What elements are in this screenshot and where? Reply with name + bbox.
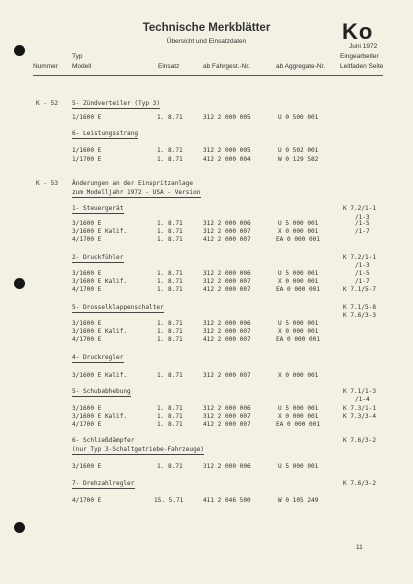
table-cell: 1. 8.71 — [157, 328, 183, 335]
table-cell: 1. 8.71 — [157, 413, 183, 420]
table-cell: /1-5 — [355, 270, 370, 277]
table-cell: 3/1600 E — [72, 270, 102, 277]
table-cell: 6- Leistungsstrang — [72, 130, 139, 137]
heading-underline — [72, 262, 124, 263]
heading-underline — [72, 362, 124, 363]
table-cell: X 0 000 001 — [278, 228, 319, 235]
table-cell: 4/1700 E — [72, 336, 102, 343]
header-divider — [33, 75, 383, 76]
table-cell: zum Modelljahr 1972 - USA - Version — [72, 189, 201, 196]
table-cell: 4/1700 E — [72, 497, 102, 504]
page-number: 11 — [356, 544, 363, 551]
heading-underline — [72, 108, 160, 109]
table-cell: 3/1600 E Kalif. — [72, 228, 128, 235]
table-cell: 1/1700 E — [72, 156, 102, 163]
table-cell: K 7.1/5-7 — [343, 286, 377, 293]
table-cell: 1. 8.71 — [157, 463, 183, 470]
table-cell: 5- Zündverteiler (Typ 3) — [72, 100, 161, 107]
table-cell: 1. 8.71 — [157, 156, 183, 163]
table-cell: 312 2 000 006 — [203, 270, 251, 277]
table-cell: /1-3 — [355, 214, 370, 221]
table-cell: 312 2 000 005 — [203, 114, 251, 121]
table-cell: W 0 129 582 — [278, 156, 319, 163]
table-cell: K 7.1/5-8 — [343, 304, 377, 311]
document-subtitle: Übersicht und Einsatzdaten — [166, 38, 247, 45]
table-cell: 1. 8.71 — [157, 114, 183, 121]
table-cell: 312 2 000 007 — [203, 372, 251, 379]
table-cell: K 7.3/1-1 — [343, 405, 377, 412]
table-cell: 1. 8.71 — [157, 320, 183, 327]
table-cell: 1. 8.71 — [157, 147, 183, 154]
table-cell: 411 2 046 500 — [203, 497, 251, 504]
table-cell: 1. 8.71 — [157, 421, 183, 428]
table-cell: (nur Typ 3-Schaltgetriebe-Fahrzeuge) — [72, 446, 205, 453]
table-cell: U 5 000 001 — [278, 463, 319, 470]
table-cell: EA 0 000 001 — [276, 236, 321, 243]
table-cell: 412 2 000 007 — [203, 286, 251, 293]
table-cell: EA 0 000 001 — [276, 421, 321, 428]
table-cell: 1. 8.71 — [157, 220, 183, 227]
table-cell: 2- Druckfühler — [72, 254, 124, 261]
table-cell: 6- Schließdämpfer — [72, 437, 135, 444]
table-cell: 312 2 000 007 — [203, 328, 251, 335]
punch-hole — [14, 45, 25, 56]
table-cell: /1-3 — [355, 262, 370, 269]
table-cell: 1. 8.71 — [157, 405, 183, 412]
table-cell: K 7.2/1-1 — [343, 205, 377, 212]
table-cell: X 0 000 001 — [278, 372, 319, 379]
table-cell: 312 2 000 007 — [203, 278, 251, 285]
table-cell: U 0 500 001 — [278, 114, 319, 121]
table-cell: K 7.3/3-4 — [343, 413, 377, 420]
table-cell: 1. 8.71 — [157, 270, 183, 277]
table-cell: 312 2 000 007 — [203, 413, 251, 420]
table-cell: 312 2 000 006 — [203, 320, 251, 327]
table-cell: 3/1600 E Kalif. — [72, 372, 128, 379]
table-cell: 1- Steuergerät — [72, 205, 124, 212]
punch-hole — [14, 522, 25, 533]
table-cell: 1. 8.71 — [157, 278, 183, 285]
table-cell: 1/1600 E — [72, 114, 102, 121]
column-header-modell: Modell — [72, 63, 92, 70]
table-cell: 412 2 000 007 — [203, 421, 251, 428]
table-cell: 15. 5.71 — [154, 497, 184, 504]
table-cell: X 0 000 001 — [278, 413, 319, 420]
column-header-nummer: Nummer — [33, 63, 58, 70]
table-cell: 3/1600 E Kalif. — [72, 413, 128, 420]
table-cell: 5- Schubabhebung — [72, 388, 131, 395]
heading-underline — [72, 138, 138, 139]
table-cell: 412 2 000 007 — [203, 336, 251, 343]
table-cell: 4/1700 E — [72, 236, 102, 243]
table-cell: 1. 8.71 — [157, 286, 183, 293]
table-cell: K 7.6/3-3 — [343, 312, 377, 319]
table-cell: 4/1700 E — [72, 421, 102, 428]
table-cell: Änderungen an der Einspritzanlage — [72, 180, 194, 187]
table-cell: 412 2 000 007 — [203, 236, 251, 243]
table-cell: 1/1600 E — [72, 147, 102, 154]
table-cell: 312 2 000 007 — [203, 228, 251, 235]
table-cell: /1-7 — [355, 228, 370, 235]
table-cell: 1. 8.71 — [157, 372, 183, 379]
table-cell: /1-7 — [355, 278, 370, 285]
table-cell: U 5 000 001 — [278, 405, 319, 412]
table-cell: U 5 000 001 — [278, 220, 319, 227]
table-cell: EA 0 000 001 — [276, 286, 321, 293]
heading-underline — [72, 213, 124, 214]
table-cell: 1. 8.71 — [157, 336, 183, 343]
table-cell: /1-4 — [355, 396, 370, 403]
table-cell: X 0 000 001 — [278, 328, 319, 335]
column-header-typ: Typ — [72, 53, 83, 60]
table-cell: 312 2 000 006 — [203, 463, 251, 470]
table-cell: 1. 8.71 — [157, 228, 183, 235]
table-cell: K 7.2/1-1 — [343, 254, 377, 261]
section-logo: Ko — [342, 19, 374, 44]
table-cell: 412 2 000 004 — [203, 156, 251, 163]
heading-underline — [72, 488, 135, 489]
table-cell: 3/1600 E Kalif. — [72, 278, 128, 285]
heading-underline — [72, 454, 204, 455]
table-cell: EA 0 000 001 — [276, 336, 321, 343]
table-cell: 3/1600 E — [72, 220, 102, 227]
table-cell: 1. 8.71 — [157, 236, 183, 243]
table-cell: U 5 000 001 — [278, 270, 319, 277]
table-cell: 3/1600 E — [72, 463, 102, 470]
table-cell: K 7.6/3-2 — [343, 480, 377, 487]
table-cell: 3/1600 E — [72, 405, 102, 412]
table-cell: 4/1700 E — [72, 286, 102, 293]
table-cell: 3/1600 E — [72, 320, 102, 327]
table-cell: 5- Drosselklappenschalter — [72, 304, 164, 311]
table-cell: 312 2 000 005 — [203, 147, 251, 154]
table-cell: 312 2 000 006 — [203, 220, 251, 227]
column-header-fahrgest: ab Fahrgest.-Nr. — [203, 63, 250, 70]
heading-underline — [72, 396, 131, 397]
table-cell: W 0 105 249 — [278, 497, 319, 504]
table-cell: 7- Drehzahlregler — [72, 480, 135, 487]
table-cell: 312 2 000 006 — [203, 405, 251, 412]
column-header-leitfaden: Leitfaden Seite — [340, 63, 384, 70]
document-title: Technische Merkblätter — [142, 22, 271, 34]
column-header-einsatz: Einsatz — [158, 63, 180, 70]
table-cell: U 5 000 001 — [278, 320, 319, 327]
table-cell: 4- Druckregler — [72, 354, 124, 361]
table-cell: /1-5 — [355, 220, 370, 227]
column-header-eingearbeiter: Eingearbeiter — [340, 53, 379, 60]
column-header-aggregate: ab Aggregate-Nr. — [276, 63, 326, 70]
heading-underline — [72, 312, 164, 313]
punch-hole — [14, 278, 25, 289]
table-cell: K 7.1/1-3 — [343, 388, 377, 395]
table-cell: K 7.6/3-2 — [343, 437, 377, 444]
table-cell: K - 53 — [36, 180, 59, 187]
issue-date: Juni 1972 — [349, 43, 378, 50]
heading-underline — [72, 197, 201, 198]
table-cell: 3/1600 E Kalif. — [72, 328, 128, 335]
table-cell: K - 52 — [36, 100, 59, 107]
table-cell: U 0 502 001 — [278, 147, 319, 154]
table-cell: X 0 000 001 — [278, 278, 319, 285]
